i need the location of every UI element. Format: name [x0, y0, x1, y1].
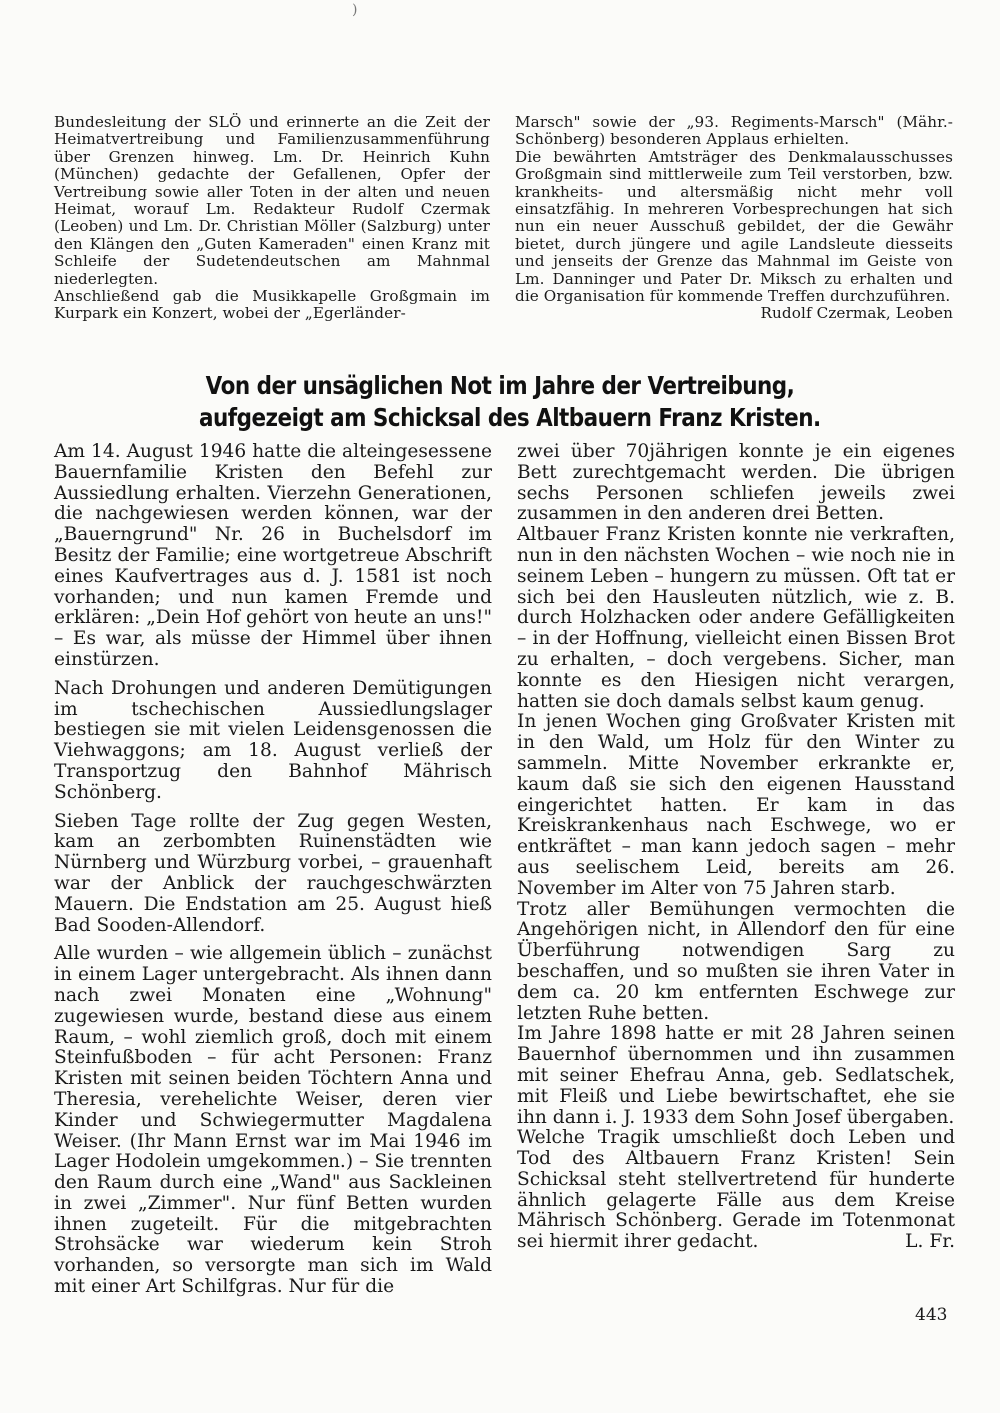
main-right-paragraph-5: Im Jahre 1898 hatte er mit 28 Jahren seinen Bauernhof übernommen und ihn zusammen mit seiner Ehefrau Anna, geb. Sedlatschek, mit Fleiß und Liebe bewirtschaftet, ehe sie ihn dann i. J. 1933 dem Sohn Josef übergaben.: [517, 1023, 955, 1128]
main-right-paragraph-6-text: Welche Tragik umschließt doch Leben und Tod des Altbauern Franz Kristen! Sein Schicksal steht stellvertretend für hunderte ähnlich gelagerte Fälle aus dem Kreise Mährisch Schönberg. Gerade im Totenmonat sei hiermit ihrer gedacht.: [517, 1127, 955, 1253]
main-right-paragraph-4: Trotz aller Bemühungen vermochten die Angehörigen nicht, in Allendorf den für eine Überführung notwendigen Sarg zu beschaffen, und so mußten sie ihren Vater in dem ca. 20 km entfernten Eschwege zur letzten Ruhe betten.: [517, 898, 955, 1024]
headline-line-1: Von der unsäglichen Not im Jahre der Vertreibung,: [205, 371, 795, 400]
main-right-paragraph-3: In jenen Wochen ging Großvater Kristen mit in den Wald, um Holz für den Winter zu sammeln. Mitte November erkrankte er, kaum daß sie sich den eigenen Hausstand eingerichtet hatten. Er kam in das Kreiskrankenhaus nach Eschwege, wo er entkräftet – man kann jedoch sagen – mehr aus seelischem Leid, bereits am 26. November im Alter von 75 Jahren starb.: [517, 711, 955, 899]
main-right-paragraph-1: zwei über 70jährigen konnte je ein eigenes Bett zurechtgemacht werden. Die übrigen sechs Personen schliefen jeweils zwei zusammen in den anderen drei Betten.: [517, 441, 955, 525]
top-right-paragraph-2-text: Die bewährten Amtsträger des Denkmalausschusses Großgmain sind mittlerweile zum Teil verstorben, bzw. krankheits- und altersmäßig nicht mehr voll einsatzfähig. In mehreren Vorbesprechungen hat sich nun ein neuer Ausschuß gebildet, der die Gewähr bietet, durch jüngere und agile Landsleute diesseits und jenseits der Grenze das Mahnmal im Geiste von Lm. Danninger und Pater Dr. Miksch zu erhalten und die Organisation für kommende Treffen durchzuführen.: [515, 147, 953, 306]
page-number: 443: [915, 1305, 948, 1325]
top-right-paragraph-2: [515, 147, 953, 323]
top-article-signature: Rudolf Czermak, Leoben: [760, 304, 953, 323]
headline-line-2: aufgezeigt am Schicksal des Altbauern Franz Kristen.: [199, 403, 821, 432]
main-right-paragraph-6: [517, 1128, 955, 1253]
top-right-paragraph-1: Marsch" sowie der „93. Regiments-Marsch" (Mähr.-Schönberg) besonderen Applaus erhielten.: [515, 113, 953, 149]
main-article-right-column: [517, 442, 955, 1253]
main-left-paragraph-3: Sieben Tage rollte der Zug gegen Westen, kam an zerbombten Ruinenstädten wie Nürnberg und Würzburg vorbei, – grauenhaft war der Anblick der rauchgeschwärzten Mauern. Die Endstation am 25. August hieß Bad Sooden-Allendorf.: [54, 810, 492, 936]
top-article-right-column: [515, 114, 953, 323]
main-article-signature: L. Fr.: [905, 1231, 955, 1253]
article-headline: [199, 370, 821, 434]
top-left-paragraph-2: Anschließend gab die Musikkapelle Großgmain im Kurpark ein Konzert, wobei der „Egerländer-: [54, 287, 490, 323]
margin-mark: ): [352, 2, 358, 18]
main-left-paragraph-4: Alle wurden – wie allgemein üblich – zunächst in einem Lager untergebracht. Als ihnen dann nach zwei Monaten eine „Wohnung" zugewiesen wurde, bestand diese aus einem Raum, – wohl ziemlich groß, doch mit einem Steinfußboden – für acht Personen: Franz Kristen mit seinen beiden Töchtern Anna und Theresia, verehelichte Weiser, deren vier Kinder und Schwiegermutter Magdalena Weiser. (Ihr Mann Ernst war im Mai 1946 im Lager Hodolein umgekommen.) – Sie trennten den Raum durch eine „Wand" aus Sackleinen in zwei „Zimmer". Nur fünf Betten wurden ihnen zugeteilt. Für die mitgebrachten Strohsäcke war wiederum kein Stroh vorhanden, so versorgte man sich im Wald mit einer Art Schilfgras. Nur für die: [54, 943, 492, 1298]
main-right-paragraph-2: Altbauer Franz Kristen konnte nie verkraften, nun in den nächsten Wochen – wie noch nie in seinem Leben – hungern zu müssen. Oft tat er sich bei den Hausleuten nützlich, wie z. B. durch Holzhacken oder andere Gefälligkeiten – in der Hoffnung, vielleicht einen Bissen Brot zu erhalten, – doch vergebens. Sicher, man konnte es den Hiesigen nicht verargen, hatten sie doch damals selbst kaum genug.: [517, 524, 955, 712]
main-left-paragraph-2: Nach Drohungen und anderen Demütigungen im tschechischen Aussiedlungslager bestiegen sie mit vielen Leidensgenossen die Viehwaggons; am 18. August verließ der Transportzug den Bahnhof Mährisch Schönberg.: [54, 677, 492, 803]
main-left-paragraph-1: Am 14. August 1946 hatte die alteingesessene Bauernfamilie Kristen den Befehl zur Aussiedlung erhalten. Vierzehn Generationen, die nachgewiesen werden können, war der „Bauerngrund" Nr. 26 in Buchelsdorf im Besitz der Familie; eine wortgetreue Abschrift eines Kaufvertrages aus d. J. 1581 ist noch vorhanden; und nun kamen Fremde und erklären: „Dein Hof gehört von heute an uns!" – Es war, als müsse der Himmel über ihnen einstürzen.: [54, 441, 492, 670]
main-article-left-column: [54, 442, 492, 1306]
top-article-left-column: [54, 114, 490, 323]
top-left-paragraph-1: Bundesleitung der SLÖ und erinnerte an die Zeit der Heimatvertreibung und Familienzusammenführung über Grenzen hinweg. Lm. Dr. Heinrich Kuhn (München) gedachte der Gefallenen, Opfer der Vertreibung sowie aller Toten in der alten und neuen Heimat, worauf Lm. Redakteur Rudolf Czermak (Leoben) und Lm. Dr. Christian Möller (Salzburg) unter den Klängen den „Guten Kameraden" einen Kranz mit Schleife der Sudetendeutschen am Mahnmal niederlegten.: [54, 113, 490, 288]
